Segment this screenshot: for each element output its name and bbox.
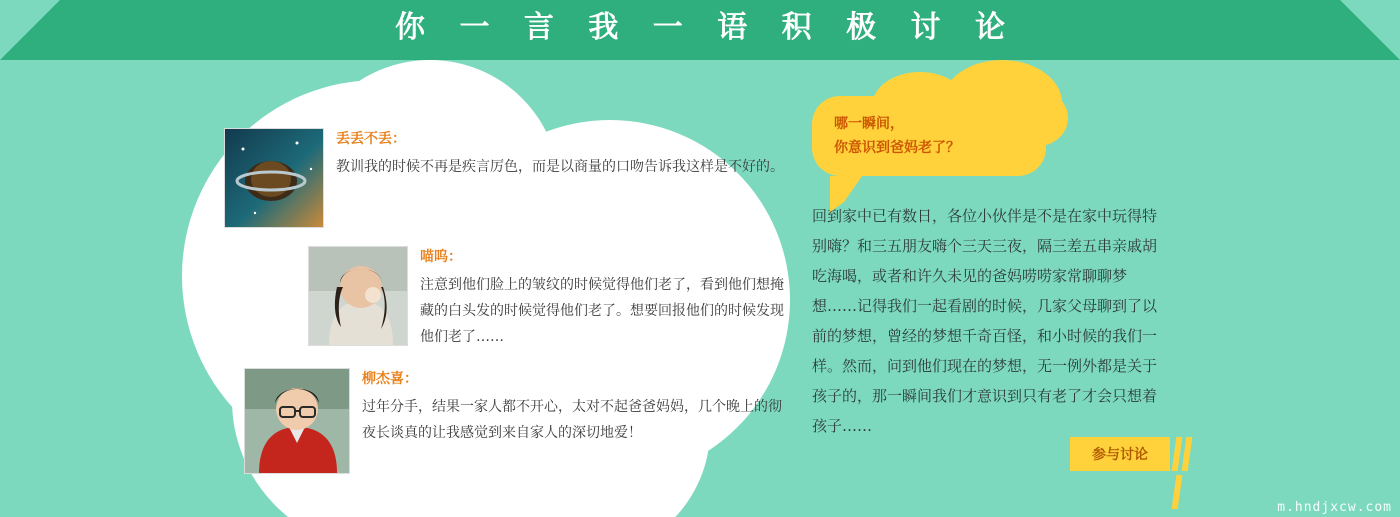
bubble-body	[812, 96, 1046, 176]
join-discussion-group	[1070, 437, 1200, 473]
bubble-line-2: 你意识到爸妈老了？	[834, 140, 960, 156]
comment-text: 注意到他们脸上的皱纹的时候觉得他们老了，看到他们想掩藏的白头发的时候觉得他们老了。想要回报他们的时候发现他们老了……	[420, 277, 784, 345]
comment-text: 过年分手，结果一家人都不开心，太对不起爸爸妈妈，几个晚上的彻夜长谈真的让我感觉到来自家人的深切地爱！	[362, 399, 782, 441]
stripe-decoration	[1174, 437, 1200, 513]
comment-author: 喵呜：	[420, 249, 462, 265]
join-discussion-button[interactable]: 参与讨论	[1070, 437, 1170, 471]
comment-text: 教训我的时候不再是疾言厉色，而是以商量的口吻告诉我这样是不好的。	[336, 159, 784, 175]
boy-red-jacket-icon	[245, 369, 349, 473]
planet-space-icon	[225, 129, 323, 227]
comment-body	[420, 246, 784, 350]
article-text: 回到家中已有数日，各位小伙伴是不是在家中玩得特别嗨？和三五朋友嗨个三天三夜，隔三差五串亲戚胡吃海喝，或者和许久未见的爸妈唠唠家常聊聊梦想……记得我们一起看剧的时候，几家父母聊到了以前的梦想，曾经的梦想千奇百怪，和小时候的我们一样。然而，问到他们现在的梦想，无一例外都是关于孩子的，那一瞬间我们才意识到只有老了才会只想着孩子……	[812, 207, 1158, 435]
avatar	[308, 246, 408, 346]
avatar	[224, 128, 324, 228]
site-watermark: m.hndjxcw.com	[1277, 500, 1392, 515]
girl-portrait-icon	[309, 247, 407, 345]
page-title: 你 一 言 我 一 语 积 极 讨 论	[395, 10, 1017, 45]
header-banner	[0, 0, 1400, 60]
list-item	[244, 368, 784, 474]
list-item	[224, 128, 784, 228]
comment-body	[336, 128, 784, 180]
list-item	[308, 246, 784, 350]
comment-list	[224, 128, 784, 492]
comment-author: 柳杰喜：	[362, 371, 418, 387]
question-bubble	[812, 60, 1182, 195]
article-column	[812, 60, 1182, 441]
bubble-line-1: 哪一瞬间，	[834, 116, 904, 132]
comment-body	[362, 368, 784, 446]
comment-author: 丢丢不丢：	[336, 131, 406, 147]
avatar	[244, 368, 350, 474]
bubble-tail-decoration	[830, 176, 862, 212]
